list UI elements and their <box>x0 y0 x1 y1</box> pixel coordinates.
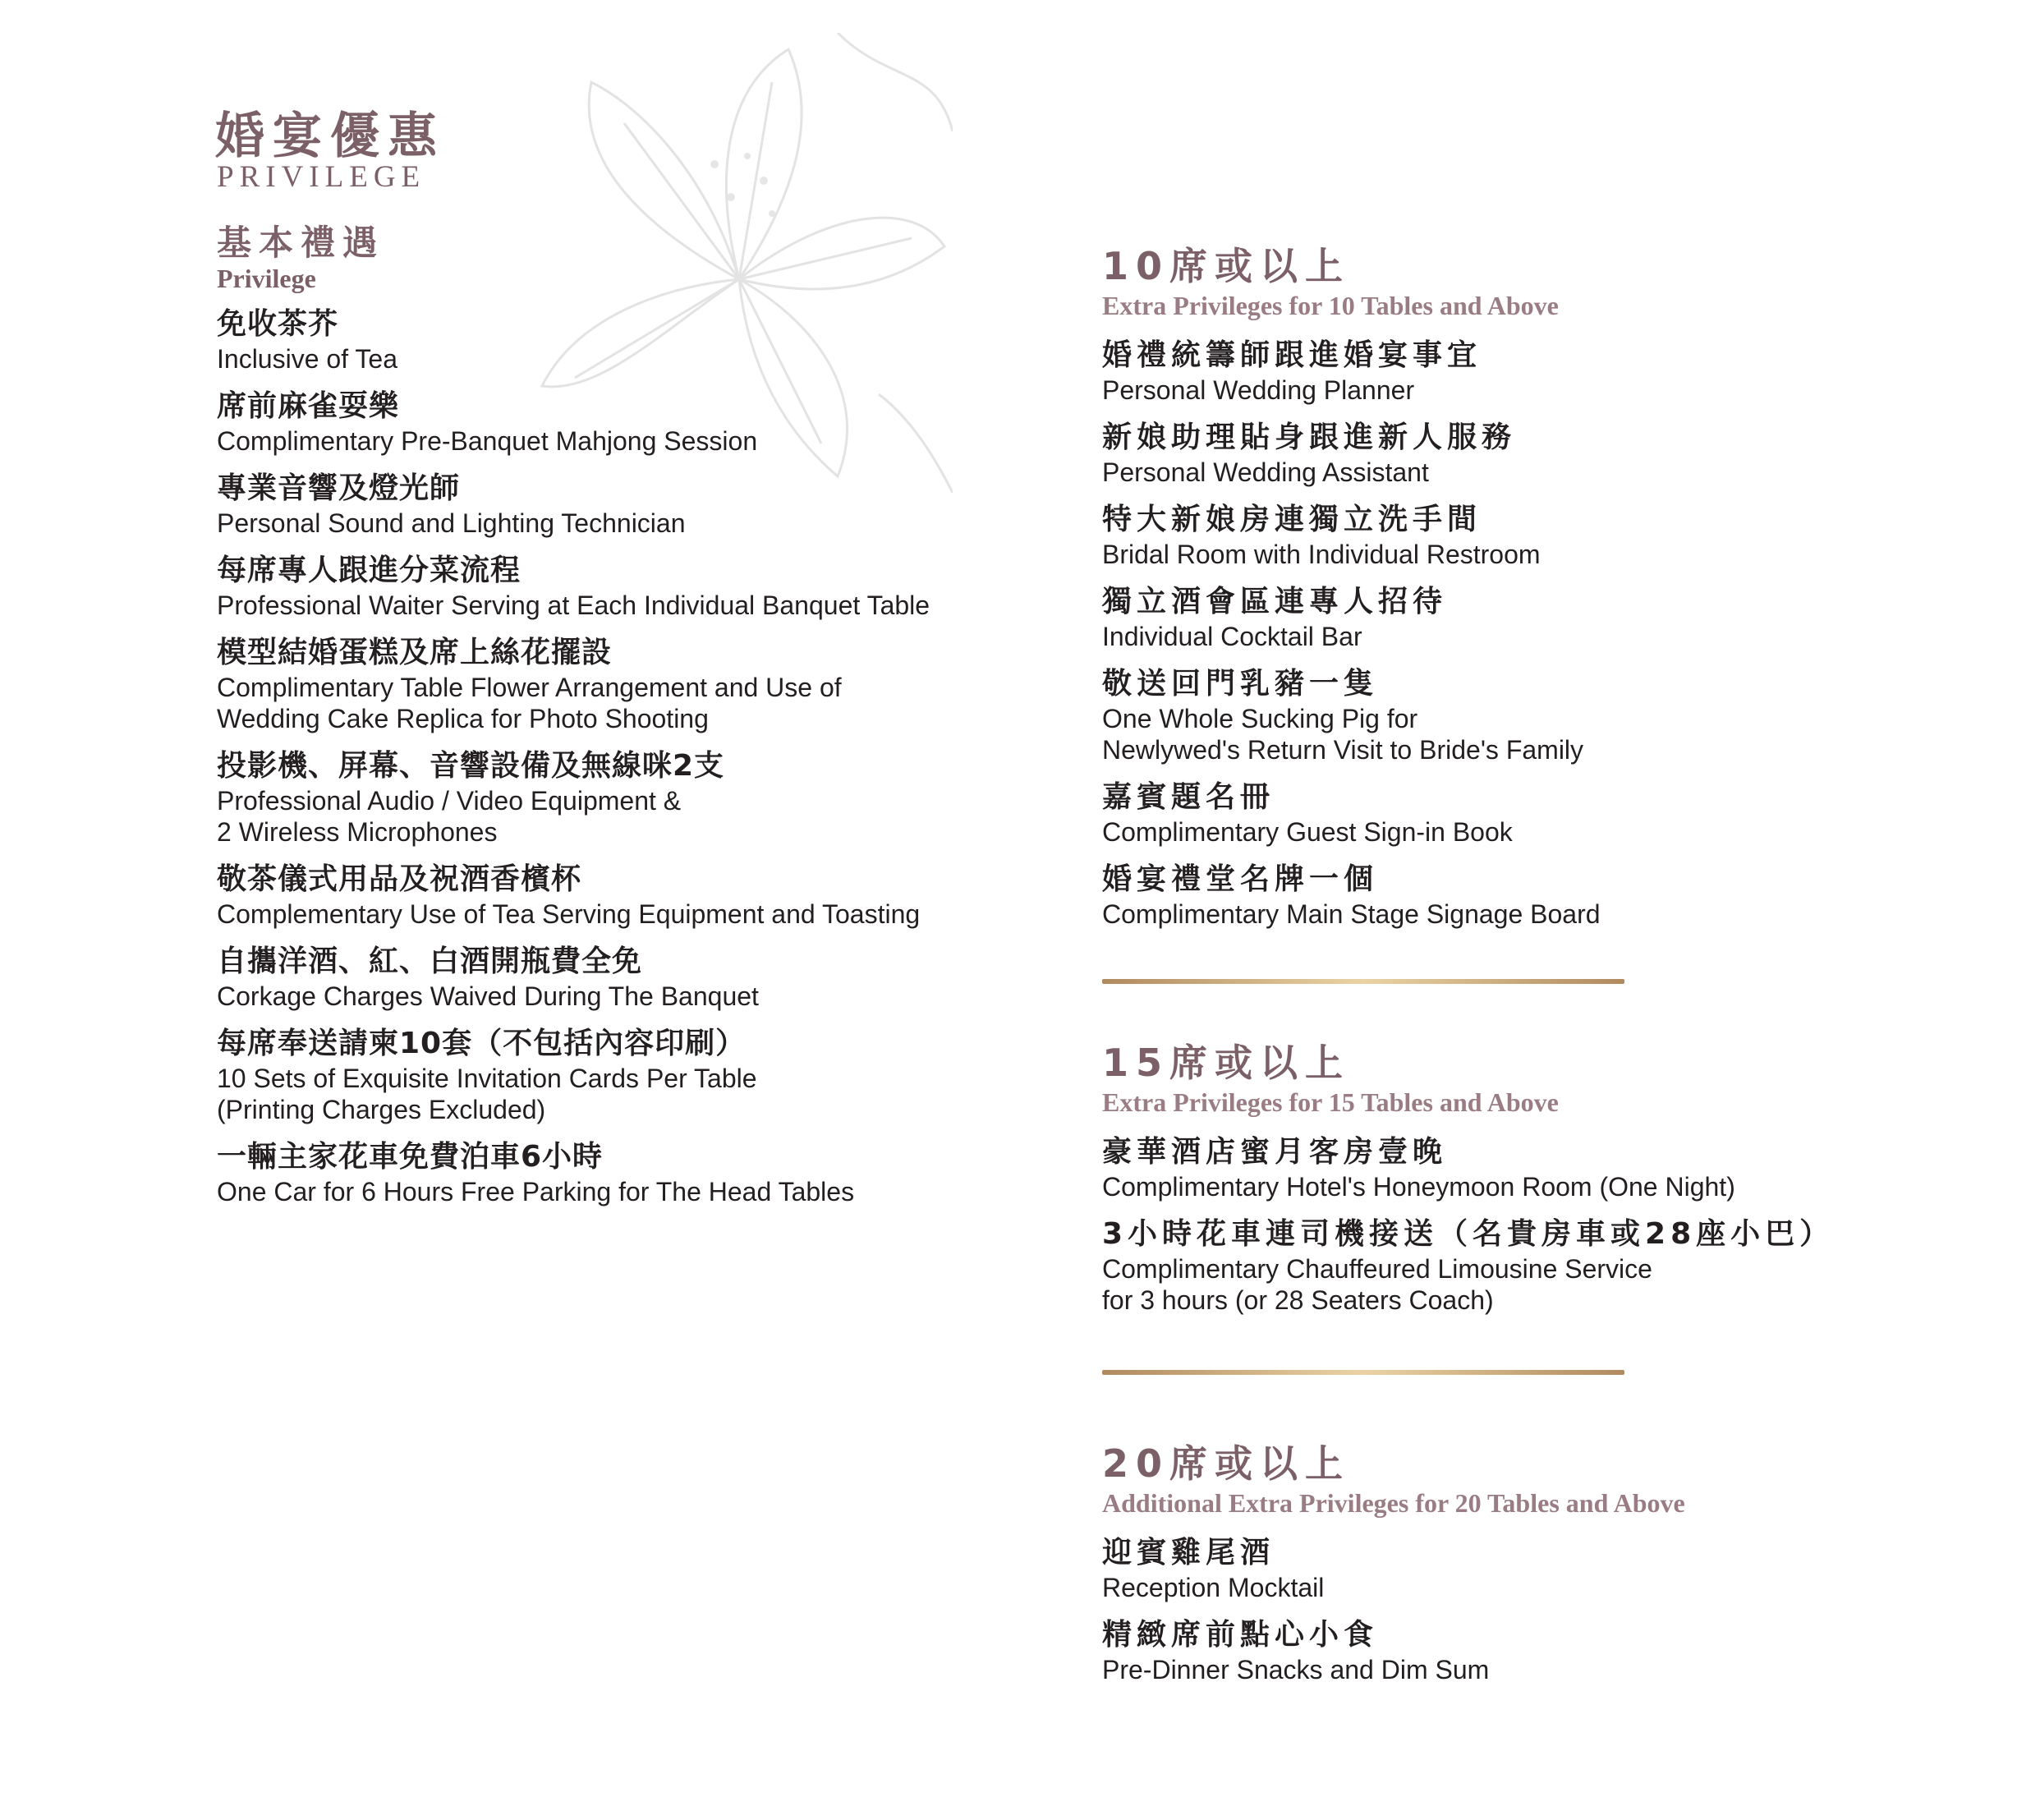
page-subtitle: PRIVILEGE <box>217 160 426 194</box>
tier-10-section <box>1102 243 2006 943</box>
list-item <box>217 634 956 734</box>
list-item <box>217 306 956 375</box>
item-zh: 投影機、屏幕、音響設備及無線咪2支 <box>217 749 725 783</box>
basic-heading-en: Privilege <box>217 264 316 293</box>
item-en: Complimentary Pre-Banquet Mahjong Session <box>217 426 758 456</box>
item-en: Personal Wedding Assistant <box>1102 457 1429 487</box>
gold-divider <box>1102 1370 1624 1375</box>
item-zh: 特大新娘房連獨立洗手間 <box>1102 503 1482 536</box>
tier-20-heading: 20席或以上 <box>1102 1441 1351 1486</box>
item-en: Individual Cocktail Bar <box>1102 622 1362 651</box>
item-zh: 免收茶芥 <box>217 307 339 341</box>
item-zh: 自攜洋酒、紅、白酒開瓶費全免 <box>217 944 643 978</box>
list-item <box>217 388 956 457</box>
item-en: One Car for 6 Hours Free Parking for The Head Tables <box>217 1177 855 1206</box>
item-zh: 每席奉送請柬10套（不包括內容印刷） <box>217 1027 747 1060</box>
list-item <box>217 747 956 848</box>
list-item <box>1102 779 2006 848</box>
item-en: Pre-Dinner Snacks and Dim Sum <box>1102 1655 1490 1684</box>
tier-20-section <box>1102 1441 2006 1698</box>
item-en: Professional Audio / Video Equipment & 2 Wireless Microphones <box>217 786 682 847</box>
gold-divider <box>1102 979 1624 984</box>
item-zh: 婚宴禮堂名牌一個 <box>1102 862 1379 896</box>
item-en: Bridal Room with Individual Restroom <box>1102 540 1541 569</box>
tier-15-section <box>1102 1040 2006 1329</box>
item-zh: 豪華酒店蜜月客房壹晚 <box>1102 1135 1448 1169</box>
list-item <box>1102 337 2006 406</box>
item-en: Professional Waiter Serving at Each Individual Banquet Table <box>217 591 930 620</box>
item-en: Complimentary Guest Sign-in Book <box>1102 817 1513 847</box>
item-zh: 每席專人跟進分菜流程 <box>217 554 521 587</box>
tier-15-heading: 15席或以上 <box>1102 1041 1351 1085</box>
item-zh: 獨立酒會區連專人招待 <box>1102 585 1448 618</box>
list-item <box>1102 1216 2006 1316</box>
item-en: One Whole Sucking Pig for Newlywed's Return Visit to Bride's Family <box>1102 704 1584 765</box>
item-zh: 婚禮統籌師跟進婚宴事宜 <box>1102 338 1482 372</box>
item-en: Complimentary Chauffeured Limousine Service for 3 hours (or 28 Seaters Coach) <box>1102 1254 1652 1315</box>
item-en: Complimentary Main Stage Signage Board <box>1102 899 1601 929</box>
list-item <box>1102 501 2006 570</box>
item-zh: 敬茶儀式用品及祝酒香檳杯 <box>217 862 582 896</box>
tier-15-heading-en: Extra Privileges for 15 Tables and Above <box>1102 1087 1559 1117</box>
list-item <box>1102 1616 2006 1685</box>
basic-privileges <box>217 223 956 1220</box>
item-en: Complimentary Hotel's Honeymoon Room (One Night) <box>1102 1172 1735 1202</box>
tier-10-heading-en: Extra Privileges for 10 Tables and Above <box>1102 291 1559 320</box>
item-zh: 新娘助理貼身跟進新人服務 <box>1102 421 1517 454</box>
item-en: Personal Sound and Lighting Technician <box>217 508 686 538</box>
item-zh: 模型結婚蛋糕及席上絲花擺設 <box>217 636 613 669</box>
item-zh: 3小時花車連司機接送（名貴房車或28座小巴） <box>1102 1217 1835 1251</box>
item-zh: 敬送回門乳豬一隻 <box>1102 667 1379 701</box>
item-en: Complementary Use of Tea Serving Equipment and Toasting <box>217 899 921 929</box>
item-zh: 專業音響及燈光師 <box>217 471 461 505</box>
item-zh: 迎賓雞尾酒 <box>1102 1536 1275 1570</box>
item-en: Personal Wedding Planner <box>1102 375 1415 405</box>
item-zh: 嘉賓題名冊 <box>1102 780 1275 814</box>
list-item <box>1102 583 2006 652</box>
list-item <box>217 552 956 621</box>
item-en: 10 Sets of Exquisite Invitation Cards Per Table (Printing Charges Excluded) <box>217 1064 757 1124</box>
tier-10-heading: 10席或以上 <box>1102 244 1351 288</box>
page-title: 婚宴優惠 <box>215 108 445 165</box>
item-en: Reception Mocktail <box>1102 1573 1325 1602</box>
list-item <box>217 861 956 930</box>
item-zh: 一輛主家花車免費泊車6小時 <box>217 1140 604 1174</box>
list-item <box>217 1138 956 1207</box>
item-en: Complimentary Table Flower Arrangement and Use of Wedding Cake Replica for Photo Shooting <box>217 673 842 733</box>
list-item <box>1102 861 2006 930</box>
list-item <box>1102 419 2006 488</box>
item-zh: 席前麻雀耍樂 <box>217 389 400 423</box>
list-item <box>1102 665 2006 765</box>
tier-20-heading-en: Additional Extra Privileges for 20 Tables and Above <box>1102 1488 1685 1518</box>
list-item <box>217 470 956 539</box>
list-item <box>217 1025 956 1125</box>
list-item <box>217 943 956 1012</box>
item-en: Corkage Charges Waived During The Banquet <box>217 981 759 1011</box>
item-zh: 精緻席前點心小食 <box>1102 1618 1379 1652</box>
list-item <box>1102 1133 2006 1202</box>
list-item <box>1102 1534 2006 1603</box>
basic-heading: 基本禮遇 <box>217 223 385 263</box>
item-en: Inclusive of Tea <box>217 344 397 374</box>
